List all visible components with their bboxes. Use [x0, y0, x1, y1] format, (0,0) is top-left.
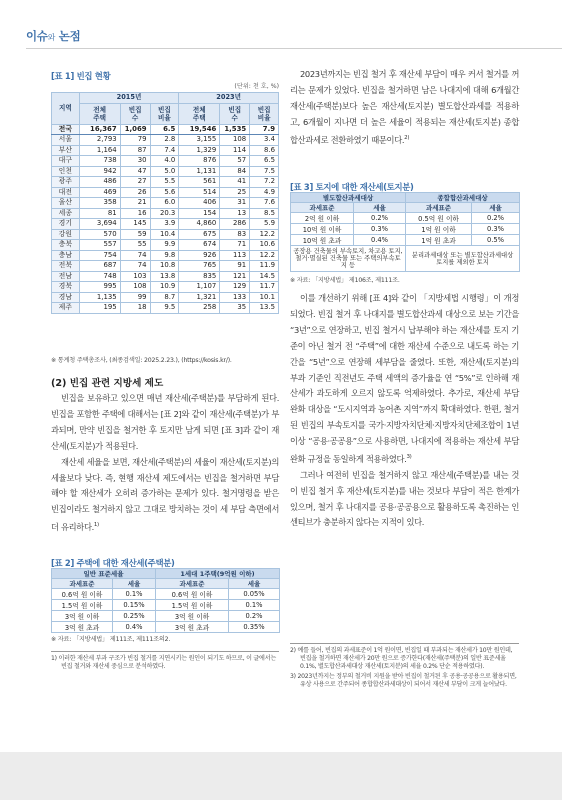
table-cell: 1.5억 원 이하: [52, 600, 113, 611]
value-cell: 133: [220, 292, 250, 303]
value-cell: 13: [220, 208, 250, 219]
region-cell: 대구: [52, 156, 80, 167]
value-cell: 59: [120, 229, 150, 240]
right-para3: 그러나 여전히 빈집을 철거하지 않고 재산세(주택분)를 내는 것이 빈집 철거 후 재산세(토지분)를 내는 것보다 부담이 적은 한계가 있으며, 철거 후 나대지를 공용·공공용으로 활용하도록 촉진하는 인센티브가 충분하지 않다는 지적이 있다.: [290, 469, 519, 528]
value-cell: 74: [120, 261, 150, 272]
table-cell: 1.5억 원 이하: [156, 600, 229, 611]
vacant-house-table: [51, 92, 279, 314]
table-row: [52, 611, 280, 622]
value-cell: 8.6: [250, 145, 279, 156]
value-cell: 35: [220, 303, 250, 314]
value-cell: 1,131: [179, 166, 220, 177]
table-cell: 10억 원 이하: [291, 224, 354, 235]
table-row: [291, 224, 520, 235]
value-cell: 4.0: [150, 156, 179, 167]
value-cell: 9.9: [150, 240, 179, 251]
table3-col-header: 세율: [472, 203, 520, 213]
value-cell: 20.3: [150, 208, 179, 219]
table1-unit: (단위: 천 호, %): [234, 83, 279, 90]
table-cell: 0.25%: [113, 611, 156, 622]
value-cell: 10.9: [150, 282, 179, 293]
table-cell: 0.1%: [113, 589, 156, 600]
value-cell: 1,535: [220, 124, 250, 135]
value-cell: 25: [220, 187, 250, 198]
value-cell: 121: [220, 271, 250, 282]
value-cell: 55: [120, 240, 150, 251]
value-cell: 195: [79, 303, 120, 314]
t1-subheader: 빈집 비율: [150, 103, 179, 124]
table-cell: 0.4%: [113, 622, 156, 633]
value-cell: 11.7: [250, 282, 279, 293]
region-cell: 충북: [52, 240, 80, 251]
value-cell: 26: [120, 187, 150, 198]
t3-group-aggregate: 종합합산과세대상: [406, 193, 520, 203]
table-row: [52, 271, 279, 282]
value-cell: 41: [220, 177, 250, 188]
value-cell: 942: [79, 166, 120, 177]
region-cell: 대전: [52, 187, 80, 198]
table-cell: 0.5억 원 이하: [406, 213, 472, 224]
table-cell: 2억 원 이하: [291, 213, 354, 224]
section2-para1: 빈집을 보유하고 있으면 매년 재산세(주택분)를 부담하게 된다. 빈집을 포함한 주택에 대해서는 [표 2]와 같이 재산세(주택분)가 부과되며, 만약 빈집을 철거한 후 토지만 남게 되면 [표 3]과 같이 재산세(토지분)가 적용된다.: [51, 393, 279, 451]
value-cell: 84: [220, 166, 250, 177]
value-cell: 561: [179, 177, 220, 188]
value-cell: 79: [120, 135, 150, 146]
table-cell: 0.6억 원 이하: [156, 589, 229, 600]
table2-col-header: 세율: [229, 579, 280, 589]
value-cell: 514: [179, 187, 220, 198]
table-cell: 0.5%: [472, 235, 520, 246]
value-cell: 8.7: [150, 292, 179, 303]
table-row: [52, 622, 280, 633]
value-cell: 1,107: [179, 282, 220, 293]
value-cell: 3,155: [179, 135, 220, 146]
t2-group-single-home: 1세대 1주택(9억원 이하): [156, 569, 280, 579]
table-cell: 3억 원 이하: [52, 611, 113, 622]
table1-caption: [표 1] 빈집 현황: [51, 71, 111, 81]
table-row: [291, 213, 520, 224]
t3-group-separate: 별도합산과세대상: [291, 193, 406, 203]
table-row: [52, 282, 279, 293]
value-cell: 10.4: [150, 229, 179, 240]
value-cell: 16,367: [79, 124, 120, 135]
value-cell: 258: [179, 303, 220, 314]
table-row: [52, 135, 279, 146]
table3-source: ※ 자료: 「지방세법」 제106조, 제111조.: [290, 277, 400, 284]
table-cell: 10억 원 초과: [291, 235, 354, 246]
footnote-2: 2) 예를 들어, 빈집의 과세표준이 1억 원이면, 빈집일 때 부과되는 재산세가 10만 원인데, 빈집을 철거하면 재산세가 20만 원으로 증가한다(재산세(주택분)의 일반 표준세율 0.1%, 별도합산과세대상 재산세(토지분)의 세율 0.2% 단순 적용하였다).: [290, 647, 513, 671]
table-row: [52, 166, 279, 177]
value-cell: 2.8: [150, 135, 179, 146]
value-cell: 16: [120, 208, 150, 219]
right-para1: 2023년까지는 빈집 철거 후 재산세 부담이 매우 커서 철거를 꺼리는 문제가 있었다. 빈집을 철거하면 남은 나대지에 대해 6개월간 재산세(주택분)보다 높은 재산세(토지분) 별도합산과세를 적용하고, 6개월이 지나면 더 높은 세율이 적용되는 재산세(토지분) 종합합산과세로 전환하였기 때문이다.$^{2)}$: [290, 69, 519, 145]
value-cell: 1,164: [79, 145, 120, 156]
footnotes-right: [290, 647, 519, 689]
table2-col-header: 세율: [113, 579, 156, 589]
table-cell: 0.3%: [354, 224, 406, 235]
value-cell: 31: [220, 198, 250, 209]
table-cell: 0.2%: [354, 213, 406, 224]
value-cell: 1,069: [120, 124, 150, 135]
t1-subheader: 빈집 수: [120, 103, 150, 124]
value-cell: 7.4: [150, 145, 179, 156]
value-cell: 5.6: [150, 187, 179, 198]
value-cell: 18: [120, 303, 150, 314]
table-row: [52, 219, 279, 230]
region-cell: 충남: [52, 250, 80, 261]
value-cell: 21: [120, 198, 150, 209]
value-cell: 103: [120, 271, 150, 282]
value-cell: 674: [179, 240, 220, 251]
region-cell: 서울: [52, 135, 80, 146]
col-2023: 2023년: [179, 93, 279, 104]
table-cell: 0.1%: [229, 600, 280, 611]
t3-aggregate-desc: 분리과세대상 또는 별도합산과세대상 토지를 제외한 토지: [406, 246, 520, 272]
value-cell: 1,321: [179, 292, 220, 303]
section-title: 이슈와 논점: [26, 29, 81, 43]
value-cell: 6.5: [150, 124, 179, 135]
value-cell: 3.4: [250, 135, 279, 146]
table-row: [52, 292, 279, 303]
section2-body: [51, 391, 279, 536]
table-row: [52, 600, 280, 611]
value-cell: 469: [79, 187, 120, 198]
value-cell: 12.2: [250, 250, 279, 261]
page-bottom-band: [0, 752, 562, 800]
table-cell: 0.05%: [229, 589, 280, 600]
table-cell: 0.35%: [229, 622, 280, 633]
footnote-rule: [51, 651, 279, 652]
value-cell: 7.6: [250, 198, 279, 209]
value-cell: 108: [220, 135, 250, 146]
value-cell: 2,793: [79, 135, 120, 146]
table3-col-header: 세율: [354, 203, 406, 213]
value-cell: 4,860: [179, 219, 220, 230]
value-cell: 3,694: [79, 219, 120, 230]
table-cell: 0.6억 원 이하: [52, 589, 113, 600]
value-cell: 876: [179, 156, 220, 167]
table-row: [52, 124, 279, 135]
section2-para2: 재산세 세율을 보면, 재산세(주택분)의 세율이 재산세(토지분)의 세율보다 낮다. 즉, 현행 재산세 제도에서는 빈집을 철거하면 부담해야 할 재산세가 오히려 증가하는 문제가 있다. 철거명령을 받은 빈집이라도 철거하지 않고 그대로 방치하는 것이 세 부담 측면에서 더 유리하다.$^{1)}$: [51, 456, 279, 533]
table-row: [52, 229, 279, 240]
table-cell: 0.3%: [472, 224, 520, 235]
value-cell: 154: [179, 208, 220, 219]
value-cell: 6.0: [150, 198, 179, 209]
t1-subheader: 전체 주택: [79, 103, 120, 124]
table-cell: 0.2%: [472, 213, 520, 224]
value-cell: 754: [79, 250, 120, 261]
col-2015: 2015년: [79, 93, 179, 104]
value-cell: 358: [79, 198, 120, 209]
value-cell: 87: [120, 145, 150, 156]
t2-group-general: 일반 표준세율: [52, 569, 156, 579]
value-cell: 5.9: [250, 219, 279, 230]
table-row: [52, 303, 279, 314]
value-cell: 835: [179, 271, 220, 282]
t1-subheader: 빈집 비율: [250, 103, 279, 124]
table3-col-header: 과세표준: [291, 203, 354, 213]
value-cell: 47: [120, 166, 150, 177]
region-cell: 전국: [52, 124, 80, 135]
value-cell: 57: [220, 156, 250, 167]
table2-source: ※ 자료: 「지방세법」 제111조, 제111조의2.: [51, 636, 171, 643]
table2-col-header: 과세표준: [156, 579, 229, 589]
value-cell: 19,546: [179, 124, 220, 135]
value-cell: 145: [120, 219, 150, 230]
region-cell: 인천: [52, 166, 80, 177]
table-cell: 1억 원 초과: [406, 235, 472, 246]
footnote-1: 1) 이러한 재산세 부과 구조가 빈집 철거를 지연시키는 원인이 되기도 하므로, 이 글에서는 빈집 철거와 재산세 중심으로 분석하였다.: [51, 655, 276, 671]
table-row: [52, 187, 279, 198]
table-row: [52, 250, 279, 261]
col-region: 지역: [52, 93, 80, 125]
table-row: [52, 208, 279, 219]
table-row: [52, 145, 279, 156]
value-cell: 11.9: [250, 261, 279, 272]
value-cell: 7.5: [250, 166, 279, 177]
page-header: [0, 0, 562, 64]
value-cell: 7.9: [250, 124, 279, 135]
table-cell: 3억 원 초과: [156, 622, 229, 633]
value-cell: 74: [120, 250, 150, 261]
value-cell: 6.5: [250, 156, 279, 167]
footnote-3: 3) 2023년까지는 정부의 철거비 지원을 받아 빈집이 철거된 후 공용·공공용으로 활용되면, 유상 사용으로 간주되어 종합합산과세대상이 되어서 재산세 부담이 크게 늘어났다.: [290, 673, 517, 689]
value-cell: 675: [179, 229, 220, 240]
right-para2: 이를 개선하기 위해 [표 4]와 같이 「지방세법 시행령」이 개정되었다. 빈집 철거 후 나대지를 별도합산과세 대상으로 보는 기간을 “3년”으로 연장하고, 빈집 철거시 납부해야 하는 재산세를 토지 기준이 아닌 철거 전 “주택”에 대한 재산세 수준으로 내도록 하는 기간을 “5년”으로 연장해 세부담을 줄였다. 또한, 재산세(토지분)의 부과 기준인 직전년도 주택 세액의 증가율을 연 “5%”로 인하해 재산세가 과도하게 오르지 않도록 억제하였다. 추가로, 재산세 부담 완화 대상을 “도시지역과 농어촌 지역”까지 확대하였다. 한편, 철거된 빈집의 부속토지를 국가·지방자치단체·지방자치단체조합이 1년 이상 “공용·공공용”으로 사용하면, 나대지에 적용하는 재산세 부담 완화 규정을 동일하게 적용하였다.$^{3)}$ 그러나 여전히 빈집을 철거하지 않고 재산세(주택분)를 내는 것이 빈집 철거 후 재산세(토지분)를 내는 것보다 부담이 적은 한계가 있으며, 철거 후 나대지를 공용·공공용으로 활용하도록 촉진하는 인센티브가 충분하지 않다는 지적이 있다.: [290, 291, 519, 531]
header-rule: [26, 48, 562, 49]
section2-heading: (2) 빈집 관련 지방세 제도: [51, 378, 164, 389]
value-cell: 7.2: [250, 177, 279, 188]
footnote-rule-right: [290, 643, 519, 644]
table-row: [52, 240, 279, 251]
value-cell: 9.5: [150, 303, 179, 314]
region-cell: 전북: [52, 261, 80, 272]
value-cell: 14.5: [250, 271, 279, 282]
value-cell: 687: [79, 261, 120, 272]
value-cell: 5.0: [150, 166, 179, 177]
value-cell: 486: [79, 177, 120, 188]
value-cell: 83: [220, 229, 250, 240]
value-cell: 108: [120, 282, 150, 293]
value-cell: 81: [79, 208, 120, 219]
value-cell: 13.8: [150, 271, 179, 282]
table-row: [52, 589, 280, 600]
value-cell: 9.8: [150, 250, 179, 261]
value-cell: 5.5: [150, 177, 179, 188]
value-cell: 4.9: [250, 187, 279, 198]
region-cell: 울산: [52, 198, 80, 209]
table-row: [52, 198, 279, 209]
value-cell: 30: [120, 156, 150, 167]
table-cell: 0.4%: [354, 235, 406, 246]
table2-caption: [표 2] 주택에 대한 재산세(주택분): [51, 558, 175, 568]
region-cell: 강원: [52, 229, 80, 240]
region-cell: 경북: [52, 282, 80, 293]
table-cell: 3억 원 이하: [156, 611, 229, 622]
value-cell: 13.5: [250, 303, 279, 314]
t1-subheader: 빈집 수: [220, 103, 250, 124]
value-cell: 129: [220, 282, 250, 293]
table-row: [52, 261, 279, 272]
value-cell: 748: [79, 271, 120, 282]
t1-subheader: 전체 주택: [179, 103, 220, 124]
value-cell: 114: [220, 145, 250, 156]
value-cell: 738: [79, 156, 120, 167]
table1-source: ※ 통계청 주택총조사, (최종검색일: 2025.2.23.), (https://kosis.kr/).: [51, 357, 232, 364]
table-row: [52, 156, 279, 167]
value-cell: 1,329: [179, 145, 220, 156]
value-cell: 12.2: [250, 229, 279, 240]
table3-col-header: 과세표준: [406, 203, 472, 213]
value-cell: 71: [220, 240, 250, 251]
value-cell: 557: [79, 240, 120, 251]
value-cell: 10.1: [250, 292, 279, 303]
value-cell: 926: [179, 250, 220, 261]
t3-separate-desc: 공장용 건축물의 부속토지, 차고용 토지, 철거·멸실된 건축물 또는 주택의부속토지 등: [291, 246, 406, 272]
value-cell: 765: [179, 261, 220, 272]
region-cell: 경기: [52, 219, 80, 230]
region-cell: 경남: [52, 292, 80, 303]
table-cell: 0.2%: [229, 611, 280, 622]
value-cell: 10.8: [150, 261, 179, 272]
land-tax-table: [290, 192, 520, 272]
region-cell: 광주: [52, 177, 80, 188]
value-cell: 113: [220, 250, 250, 261]
region-cell: 전남: [52, 271, 80, 282]
housing-tax-table: [51, 568, 280, 633]
table2-col-header: 과세표준: [52, 579, 113, 589]
value-cell: 406: [179, 198, 220, 209]
region-cell: 부산: [52, 145, 80, 156]
value-cell: 27: [120, 177, 150, 188]
value-cell: 10.6: [250, 240, 279, 251]
value-cell: 1,135: [79, 292, 120, 303]
value-cell: 570: [79, 229, 120, 240]
table-row: [52, 177, 279, 188]
table-cell: 3억 원 초과: [52, 622, 113, 633]
value-cell: 91: [220, 261, 250, 272]
value-cell: 3.9: [150, 219, 179, 230]
region-cell: 세종: [52, 208, 80, 219]
table3-caption: [표 3] 토지에 대한 재산세(토지분): [290, 182, 414, 192]
region-cell: 제주: [52, 303, 80, 314]
table-cell: 1억 원 이하: [406, 224, 472, 235]
value-cell: 99: [120, 292, 150, 303]
table-row: [291, 235, 520, 246]
value-cell: 8.5: [250, 208, 279, 219]
value-cell: 286: [220, 219, 250, 230]
table-cell: 0.15%: [113, 600, 156, 611]
value-cell: 995: [79, 282, 120, 293]
